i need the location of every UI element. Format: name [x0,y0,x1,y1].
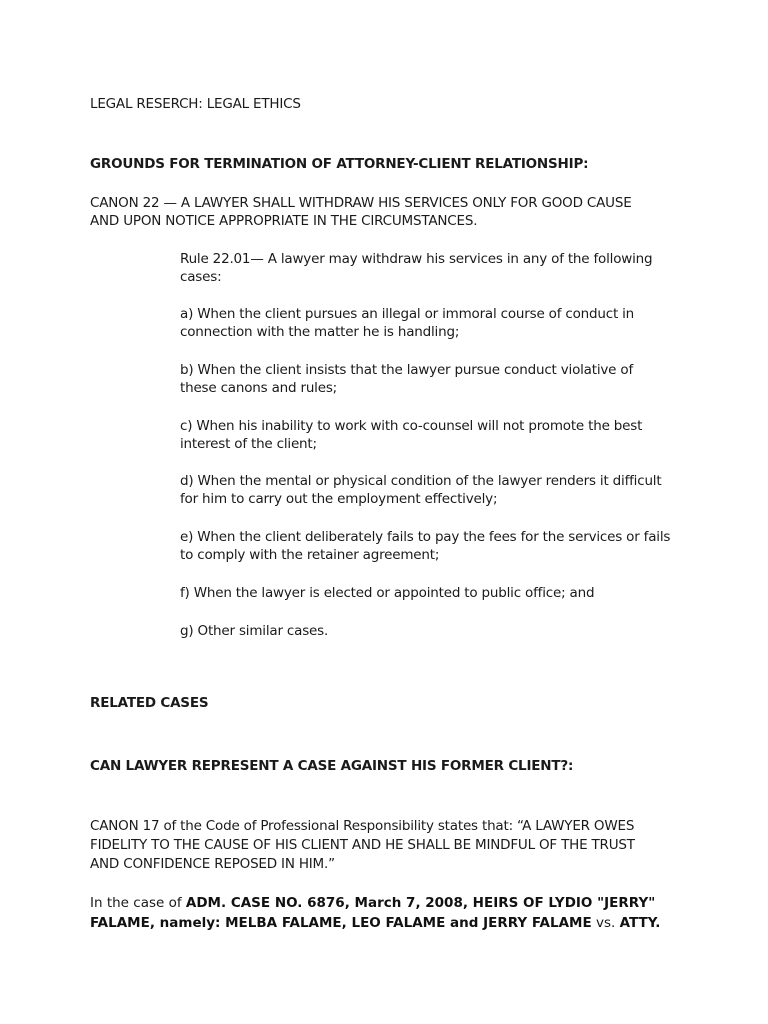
canon22-line2: AND UPON NOTICE APPROPRIATE IN THE CIRCUMSTANCES. [90,213,478,229]
list-item-e-line1: e) When the client deliberately fails to pay the fees for the services or fails [180,529,671,545]
canon22-line1: CANON 22 — A LAWYER SHALL WITHDRAW HIS SERVICES ONLY FOR GOOD CAUSE [90,195,632,211]
list-item-a-line2: connection with the matter he is handling; [180,324,460,340]
list-item-g-line1: g) Other similar cases. [180,623,329,639]
case-prefix: In the case of [90,895,186,911]
question-heading: CAN LAWYER REPRESENT A CASE AGAINST HIS FORMER CLIENT?: [90,758,574,774]
list-item-f-line1: f) When the lawyer is elected or appointed to public office; and [180,585,595,601]
list-item-d-line1: d) When the mental or physical condition of the lawyer renders it difficult [180,473,662,489]
rule-line2: cases: [180,269,222,285]
list-item-a-line1: a) When the client pursues an illegal or immoral course of conduct in [180,306,635,322]
section-heading: GROUNDS FOR TERMINATION OF ATTORNEY-CLIENT RELATIONSHIP: [90,156,589,172]
list-item-e-line2: to comply with the retainer agreement; [180,547,440,563]
list-item-b-line1: b) When the client insists that the lawyer pursue conduct violative of [180,362,633,378]
case-vs: vs. [591,915,620,931]
canon17-line1: CANON 17 of the Code of Professional Responsibility states that: “A LAWYER OWES [90,818,635,834]
document-title: LEGAL RESERCH: LEGAL ETHICS [90,96,301,112]
case-atty: ATTY. [619,915,661,931]
list-item-c-line2: interest of the client; [180,436,317,452]
case-citation-line2 [90,914,660,932]
canon17-line2: FIDELITY TO THE CAUSE OF HIS CLIENT AND HE SHALL BE MINDFUL OF THE TRUST [90,837,635,853]
list-item-b-line2: these canons and rules; [180,380,338,396]
rule-line1: Rule 22.01— A lawyer may withdraw his services in any of the following [180,251,653,267]
case-parties: FALAME, namely: MELBA FALAME, LEO FALAME and JERRY FALAME [90,915,592,931]
list-item-d-line2: for him to carry out the employment effectively; [180,491,498,507]
related-cases-heading: RELATED CASES [90,695,209,711]
list-item-c-line1: c) When his inability to work with co-counsel will not promote the best [180,418,643,434]
canon17-line3: AND CONFIDENCE REPOSED IN HIM.” [90,856,335,872]
case-number: ADM. CASE NO. 6876, March 7, 2008, HEIRS OF LYDIO "JERRY" [185,895,656,911]
case-citation-line1 [90,894,655,912]
